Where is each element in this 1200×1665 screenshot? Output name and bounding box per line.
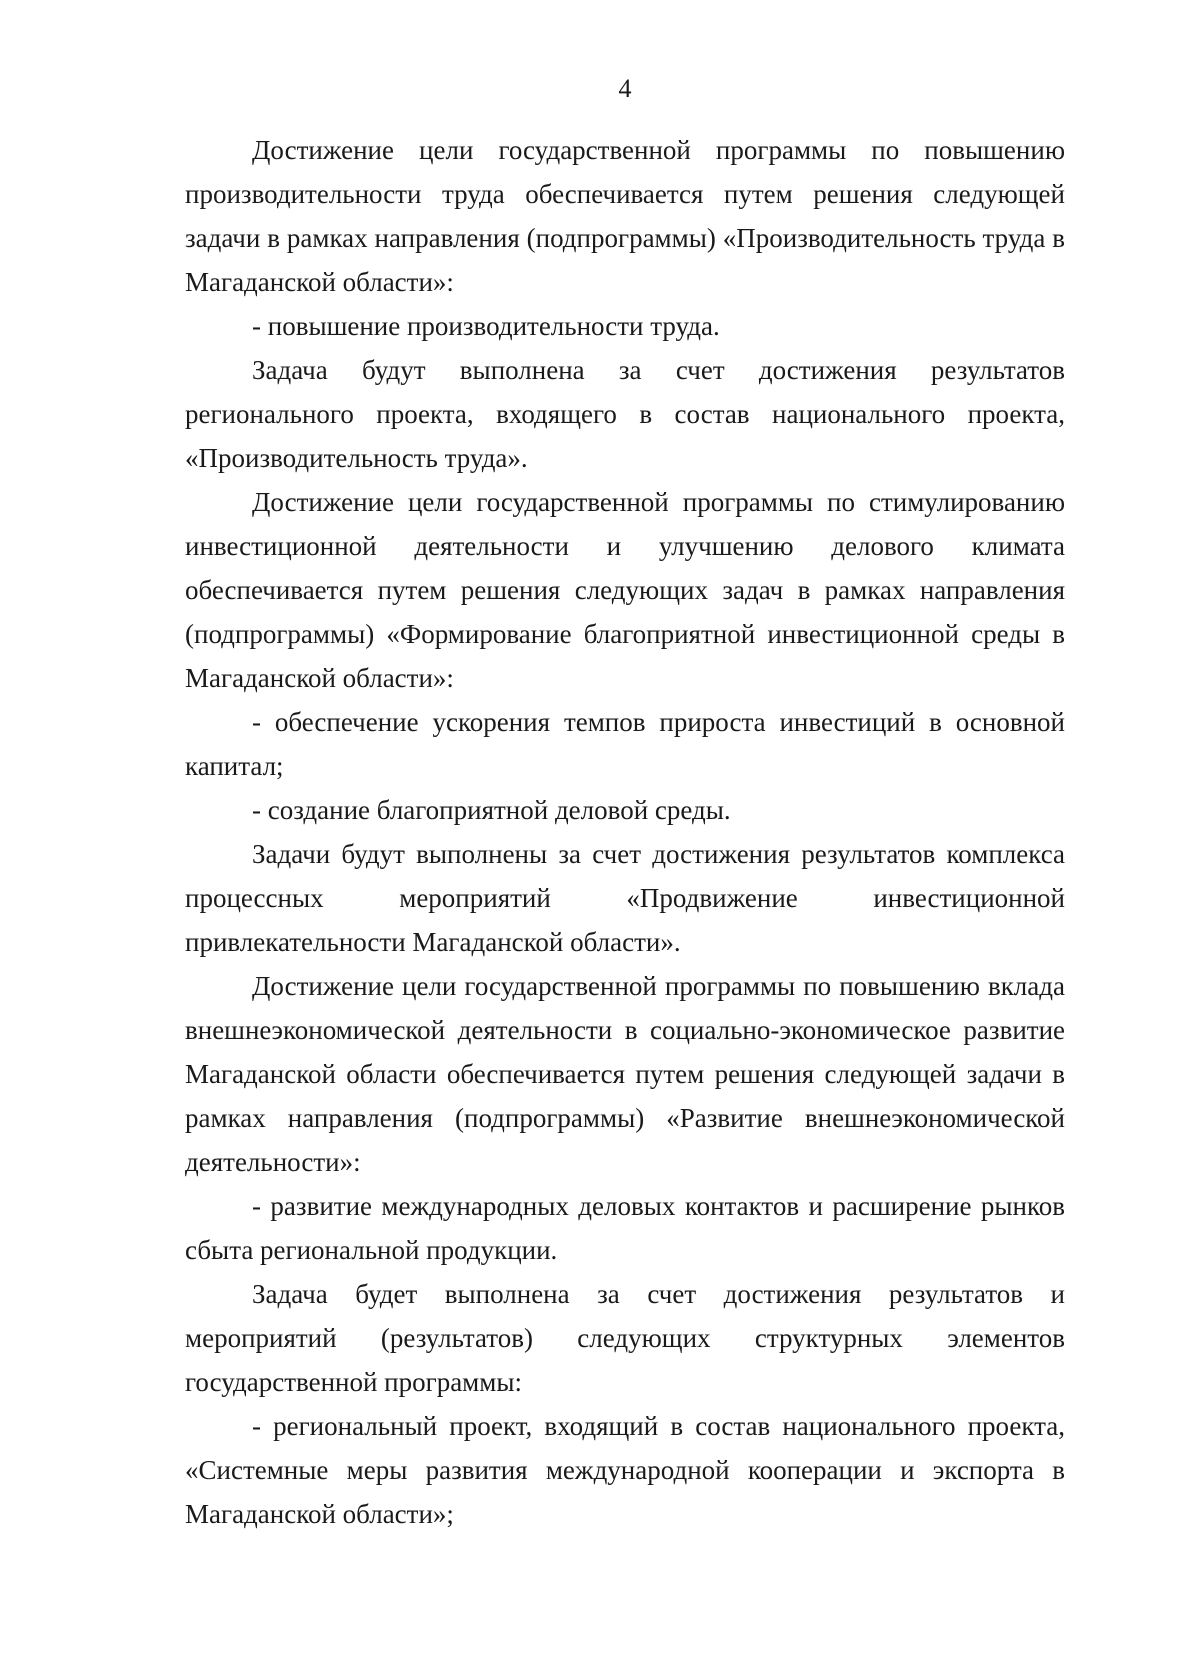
paragraph-10: Задача будет выполнена за счет достижения результатов и мероприятий (результатов) следующих структурных элементов государственной программы: (185, 1279, 1065, 1397)
paragraph-4: Достижение цели государственной программы по стимулированию инвестиционной деятельности и улучшению делового климата обеспечивается путем решения следующих задач в рамках направления (подпрограммы) «Формирование благоприятной инвестиционной среды в Магаданской области»: (185, 487, 1065, 693)
paragraph-2: - повышение производительности труда. (252, 311, 720, 341)
paragraph-9: - развитие международных деловых контактов и расширение рынков сбыта региональной продукции. (185, 1191, 1065, 1265)
document-body (185, 128, 1065, 1536)
paragraph-6: - создание благоприятной деловой среды. (252, 795, 731, 825)
paragraph-8: Достижение цели государственной программы по повышению вклада внешнеэкономической деятельности в социально-экономическое развитие Магаданской области обеспечивается путем решения следующей задачи в рамках направления (подпрограммы) «Развитие внешнеэкономической деятельности»: (185, 971, 1065, 1177)
page-number: 4 (618, 74, 632, 103)
paragraph-3: Задача будут выполнена за счет достижения результатов регионального проекта, входящего в состав национального проекта, «Производительность труда». (185, 355, 1065, 473)
paragraph-7: Задачи будут выполнены за счет достижения результатов комплекса процессных мероприятий «Продвижение инвестиционной привлекательности Магаданской области». (185, 839, 1065, 957)
paragraph-1: Достижение цели государственной программы по повышению производительности труда обеспечивается путем решения следующей задачи в рамках направления (подпрограммы) «Производительность труда в Магаданской области»: (185, 135, 1065, 297)
paragraph-11: - региональный проект, входящий в состав национального проекта, «Системные меры развития международной кооперации и экспорта в Магаданской области»; (185, 1411, 1065, 1529)
paragraph-5: - обеспечение ускорения темпов прироста инвестиций в основной капитал; (185, 707, 1065, 781)
